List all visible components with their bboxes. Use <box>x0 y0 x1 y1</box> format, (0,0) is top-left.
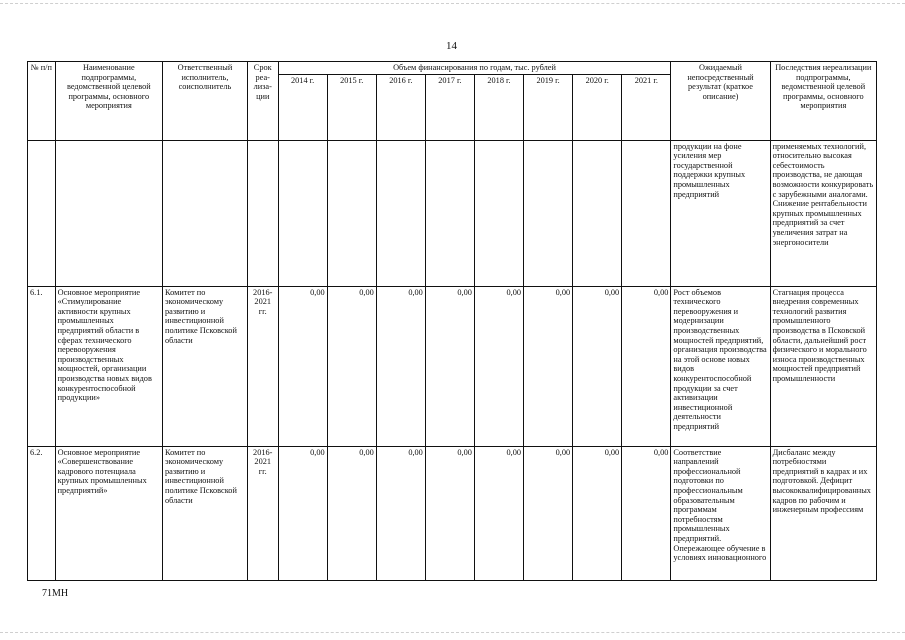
value-cell: 0,00 <box>524 446 573 580</box>
empty-cell <box>55 140 162 286</box>
value-cell: 0,00 <box>327 286 376 446</box>
footer-code: 71МН <box>42 588 69 599</box>
header-executor: Ответственный исполнитель, соисполнитель <box>163 62 248 141</box>
scan-bottom-line <box>0 632 905 633</box>
value-cell: 0,00 <box>622 446 671 580</box>
header-year: 2016 г. <box>376 74 425 140</box>
value-cell: 0,00 <box>425 446 474 580</box>
value-cell: 0,00 <box>474 446 523 580</box>
value-cell: 0,00 <box>376 446 425 580</box>
value-cell: 0,00 <box>425 286 474 446</box>
value-cell: 0,00 <box>474 286 523 446</box>
value-cell: 0,00 <box>524 286 573 446</box>
value-cell: 0,00 <box>278 286 327 446</box>
value-cell: 0,00 <box>376 286 425 446</box>
header-year: 2019 г. <box>524 74 573 140</box>
header-name: Наименование подпрограммы, ведомственной целевой программы, основного мероприятия <box>55 62 162 141</box>
page-number: 14 <box>446 40 457 52</box>
consequences-cell: Стагнация процесса внедрения современных технологий развития промышленного производства в Псковской области, дальнейший рост физического и морального износа производственных мощностей предприятий промышленности <box>770 286 876 446</box>
value-cell: 0,00 <box>327 446 376 580</box>
header-year: 2017 г. <box>425 74 474 140</box>
header-year: 2014 г. <box>278 74 327 140</box>
executor-cell: Комитет по экономическому развитию и инвестиционной политике Псковской области <box>163 286 248 446</box>
header-num: № п/п <box>28 62 56 141</box>
empty-cell <box>28 140 56 286</box>
empty-cell <box>278 140 327 286</box>
header-year: 2021 г. <box>622 74 671 140</box>
consequences-cell: применяемых технологий, относительно высокая себестоимость производства, не дающая возможности конкурировать с зарубежными аналогами. Снижение рентабельности крупных промышленных предприятий за счет увеличения затрат на энергоносители <box>770 140 876 286</box>
scan-top-line <box>0 3 905 4</box>
executor-cell: Комитет по экономическому развитию и инвестиционной политике Псковской области <box>163 446 248 580</box>
measure-name: Основное мероприятие «Совершенствование кадрового потенциала крупных промышленных предприятий» <box>55 446 162 580</box>
value-cell: 0,00 <box>573 286 622 446</box>
table-row <box>28 446 877 580</box>
header-term: Срок реа-лиза-ции <box>247 62 278 141</box>
empty-cell <box>474 140 523 286</box>
result-cell: Соответствие направлений профессиональной подготовки по профессиональным образовательным программам потребностям промышленных предприятий. Опережающее обучение в условиях инновационного <box>671 446 770 580</box>
result-cell: Рост объемов технического перевооружения и модернизации производственных мощностей предприятий, организация производства на этой основе новых видов конкурентоспособной продукции за счет активизации инвестиционной деятельности предприятий <box>671 286 770 446</box>
empty-cell <box>622 140 671 286</box>
financing-table <box>27 61 877 581</box>
empty-cell <box>163 140 248 286</box>
row-number: 6.2. <box>28 446 56 580</box>
empty-cell <box>327 140 376 286</box>
empty-cell <box>573 140 622 286</box>
value-cell: 0,00 <box>622 286 671 446</box>
table-row <box>28 286 877 446</box>
value-cell: 0,00 <box>278 446 327 580</box>
header-year: 2015 г. <box>327 74 376 140</box>
header-year: 2018 г. <box>474 74 523 140</box>
header-financing: Объем финансирования по годам, тыс. рублей <box>278 62 671 75</box>
empty-cell <box>247 140 278 286</box>
term-cell: 2016-2021 гг. <box>247 446 278 580</box>
header-year: 2020 г. <box>573 74 622 140</box>
header-row <box>28 62 877 75</box>
term-cell: 2016-2021 гг. <box>247 286 278 446</box>
continuation-row <box>28 140 877 286</box>
header-result: Ожидаемый непосредственный результат (краткое описание) <box>671 62 770 141</box>
row-number: 6.1. <box>28 286 56 446</box>
empty-cell <box>425 140 474 286</box>
measure-name: Основное мероприятие «Стимулирование активности крупных промышленных предприятий области в сферах технического перевооружения производственных мощностей, организации производства новых видов конкурентоспособной продукции» <box>55 286 162 446</box>
value-cell: 0,00 <box>573 446 622 580</box>
result-cell: продукции на фоне усиления мер государственной поддержки крупных промышленных предприятий <box>671 140 770 286</box>
empty-cell <box>524 140 573 286</box>
consequences-cell: Дисбаланс между потребностями предприятий в кадрах и их подготовкой. Дефицит высококвалифицированных кадров по рабочим и инженерным профессиям <box>770 446 876 580</box>
header-consequences: Последствия нереализации подпрограммы, ведомственной целевой программы, основного мероприятия <box>770 62 876 141</box>
empty-cell <box>376 140 425 286</box>
